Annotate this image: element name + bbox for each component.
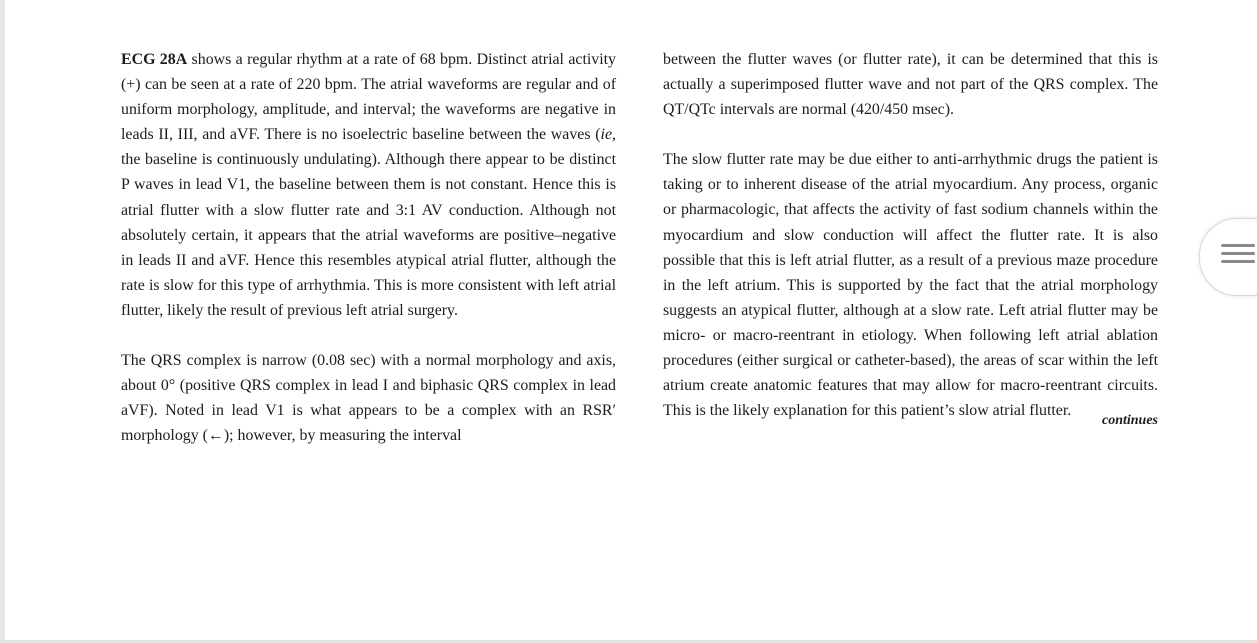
paragraph-text: shows a regular rhythm at a rate of 68 bpm. Distinct atrial activity (+) can be seen at a rate of 220 bpm. The atrial waveforms are regular and of uniform morphology, amplitude, and interval; the waveforms are negative in leads II, III, and aVF. There is no isoelectric baseline between the waves ( [121,51,616,144]
paragraph-ecg-description [121,47,616,323]
document-page [5,0,1257,640]
continues-label: continues [1101,413,1158,429]
paragraph-text: , the baseline is continuously undulating). Although there appear to be distinct P waves in lead V1, the baseline between them is not constant. Hence this is atrial flutter with a slow flutter rate and 3:1 AV conduction. Although not absolutely certain, it appears that the atrial waveforms are positive–negative in leads II and aVF. Hence this resembles atypical atrial flutter, although the rate is slow for this type of arrhythmia. This is more consistent with left atrial flutter, likely the result of previous left atrial surgery. [121,126,616,319]
paragraph-spacer [121,323,616,348]
figure-reference: ECG 28A [121,51,188,68]
paragraph-flutter-rate: The slow flutter rate may be due either to anti-arrhythmic drugs the patient is taking or to inherent disease of the atrial myocardium. Any process, organic or pharmacologic, that affects the activity of fast sodium channels within the myocardium and slow conduction will affect the flutter rate. It is also possible that this is left atrial flutter, as a result of a previous maze procedure in the left atrium. This is supported by the fact that the atrial morphology suggests an atypical flutter, although at a slow rate. Left atrial flutter may be micro- or macro-reentrant in etiology. When following left atrial ablation procedures (either surgical or catheter-based), the areas of scar within the left atrium create anatomic features that may allow for macro-reentrant circuits. This is the likely explanation for this patient’s slow atrial flutter. [663,151,1158,420]
right-column [663,47,1158,428]
paragraph-spacer [663,122,1158,147]
left-column [121,47,616,448]
paragraph-qt-intervals: between the flutter waves (or flutter rate), it can be determined that this is actually a superimposed flutter wave and not part of the QRS complex. The QT/QTc intervals are normal (420/450 msec). [663,51,1158,119]
italic-abbreviation: ie [600,126,613,144]
paragraph-qrs-description: The QRS complex is narrow (0.08 sec) with a normal morphology and axis, about 0° (positive QRS complex in lead I and biphasic QRS complex in lead aVF). Noted in lead V1 is what appears to be a complex with an RSR′ morphology (←); however, by measuring the interval [121,352,616,445]
